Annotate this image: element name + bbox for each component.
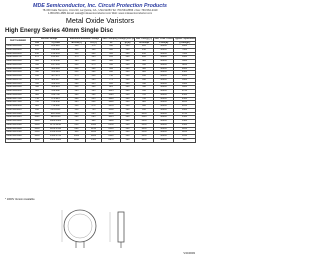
part-number-cell: MDE-40D391K (6, 71, 31, 75)
table-cell: 2640 (102, 135, 121, 139)
table-cell: 1200 (31, 120, 44, 124)
part-number-cell: MDE-40D471K (6, 78, 31, 82)
company-name: MDE Semiconductor, Inc. Circuit Protection Products (33, 3, 167, 9)
table-cell: 650 (135, 90, 154, 94)
part-number-cell: MDE-40D271K (6, 56, 31, 60)
table-cell: 40000 (154, 135, 174, 139)
table-cell: 1850 (135, 138, 154, 142)
disc-electrode (68, 214, 92, 238)
unit-header: Vdc (31, 41, 44, 45)
table-cell: 900-1100 (44, 112, 68, 116)
table-cell: 7000 (174, 52, 196, 56)
part-number-cell: MDE-40D162K (6, 135, 31, 139)
table-cell: 40000 (154, 108, 174, 112)
table-cell: 40000 (154, 120, 174, 124)
table-cell: 40000 (154, 101, 174, 105)
table-cell: 1050 (135, 112, 154, 116)
table-cell: 1170-1430 (44, 123, 68, 127)
table-cell: 1440-1760 (44, 135, 68, 139)
table-cell: 300 (121, 138, 135, 142)
table-cell: 1050 (174, 135, 196, 139)
table-cell: 340 (102, 45, 121, 49)
table-cell: 2300 (174, 97, 196, 101)
table-cell: 1260-1540 (44, 127, 68, 131)
table-cell: 40000 (154, 48, 174, 52)
header-working: Maximum Allowable Voltage (68, 38, 102, 42)
table-cell: 612-748 (44, 93, 68, 97)
table-cell: 300 (86, 67, 102, 71)
part-number-cell: MDE-40D301K (6, 60, 31, 64)
table-cell: 390 (31, 71, 44, 75)
spec-table (5, 37, 196, 143)
part-number-cell: MDE-40D241K (6, 52, 31, 56)
part-number-cell: MDE-40D331K (6, 63, 31, 67)
table-cell: 1465 (86, 138, 102, 142)
table-cell: 40000 (154, 78, 174, 82)
table-cell: 540 (135, 82, 154, 86)
table-cell: 504-616 (44, 86, 68, 90)
part-number-cell: MDE-40D221K (6, 48, 31, 52)
table-cell: 702-858 (44, 101, 68, 105)
table-cell: 300 (121, 135, 135, 139)
table-cell: 250 (86, 60, 102, 64)
table-cell: 225 (86, 56, 102, 60)
table-cell: 750 (31, 97, 44, 101)
part-number-cell: MDE-40D511K (6, 82, 31, 86)
table-cell: 5200 (174, 63, 196, 67)
table-cell: 40000 (154, 93, 174, 97)
part-number-cell: MDE-40D112K (6, 116, 31, 120)
table-cell: 350 (86, 75, 102, 79)
part-number-cell: MDE-40D182K (6, 138, 31, 142)
table-cell: 620 (31, 90, 44, 94)
unit-header: DC(V) (86, 41, 102, 45)
table-cell: 3300 (174, 82, 196, 86)
table-cell: 300 (121, 45, 135, 49)
table-cell: 380 (135, 67, 154, 71)
table-cell: 320 (86, 71, 102, 75)
header-clamping: Max Clamping Voltage (8/20 μs) (102, 38, 135, 40)
table-cell: 1900 (174, 108, 196, 112)
table-cell: 670 (86, 105, 102, 109)
table-cell: 460 (68, 97, 86, 101)
table-cell: 351-429 (44, 71, 68, 75)
table-cell: 680 (31, 93, 44, 97)
table-cell: 270-330 (44, 60, 68, 64)
table-cell: 40000 (154, 71, 174, 75)
table-cell: 1280 (86, 135, 102, 139)
table-cell: 625 (68, 112, 86, 116)
table-cell: 560 (86, 93, 102, 97)
table-cell: 40000 (154, 127, 174, 131)
table-cell: 1080-1320 (44, 120, 68, 124)
table-cell: 738-902 (44, 105, 68, 109)
table-cell: 8600 (174, 45, 196, 49)
table-cell: 40000 (154, 97, 174, 101)
table-cell: 300 (121, 97, 135, 101)
table-cell: 1500 (174, 116, 196, 120)
table-cell: 270 (31, 56, 44, 60)
table-cell: 385 (86, 78, 102, 82)
table-cell: 950 (135, 108, 154, 112)
table-cell: 300 (121, 108, 135, 112)
table-cell: 1300 (31, 123, 44, 127)
table-cell: 1120 (102, 93, 121, 97)
table-cell: 300 (121, 120, 135, 124)
table-cell: 195 (68, 60, 86, 64)
table-cell: 240 (31, 52, 44, 56)
table-cell: 387-473 (44, 75, 68, 79)
table-cell: 550 (102, 63, 121, 67)
table-cell: 40000 (154, 52, 174, 56)
table-cell: 1250 (135, 120, 154, 124)
table-cell: 300 (121, 90, 135, 94)
table-cell: 1100 (68, 138, 86, 142)
table-cell: 300 (121, 67, 135, 71)
table-cell: 40000 (154, 75, 174, 79)
table-cell: 1800 (31, 138, 44, 142)
part-number-cell: MDE-40D621K (6, 90, 31, 94)
table-cell: 1000 (68, 135, 86, 139)
table-cell: 220 (31, 48, 44, 52)
table-cell: 595 (102, 67, 121, 71)
table-cell: 1130 (86, 127, 102, 131)
table-cell: 180-220 (44, 45, 68, 49)
header-surge: Max. Peak Current (154, 38, 174, 40)
table-cell: 810 (68, 123, 86, 127)
table-cell: 40000 (154, 116, 174, 120)
table-cell: 1200 (174, 127, 196, 131)
table-cell: 1100 (31, 116, 44, 120)
table-cell: 2970 (102, 138, 121, 142)
table-cell: 300 (121, 82, 135, 86)
table-cell: 40000 (154, 67, 174, 71)
unit-header: @1kHz(pF) (174, 41, 196, 45)
table-cell: 895 (86, 116, 102, 120)
table-cell: 198-242 (44, 48, 68, 52)
table-cell: 1815 (102, 116, 121, 120)
part-number-cell: MDE-40D561K (6, 86, 31, 90)
table-cell: 4000 (174, 75, 196, 79)
table-cell: 2150 (102, 123, 121, 127)
table-cell: 40000 (154, 60, 174, 64)
table-cell: 300 (121, 127, 135, 131)
unit-header: V@1mA (44, 41, 68, 45)
table-cell: 300 (121, 60, 135, 64)
table-cell: 300 (121, 131, 135, 135)
table-cell: 420 (135, 71, 154, 75)
table-cell: 395 (102, 52, 121, 56)
table-cell: 1400 (31, 127, 44, 131)
part-number-cell: MDE-40D201K (6, 45, 31, 49)
part-number-cell: MDE-40D102K (6, 112, 31, 116)
unit-header: Ip (A) (121, 41, 135, 45)
table-cell: 130 (68, 45, 86, 49)
table-cell: 350 (135, 63, 154, 67)
table-cell: 1980 (102, 120, 121, 124)
table-cell: 510 (31, 82, 44, 86)
table-cell: 750 (68, 120, 86, 124)
disc-side-view (118, 212, 124, 242)
table-cell: 3000 (174, 86, 196, 90)
table-cell: 240 (135, 48, 154, 52)
table-cell: 350 (68, 86, 86, 90)
table-cell: 925 (102, 86, 121, 90)
table-cell: 1500 (31, 131, 44, 135)
table-cell: 1355 (102, 105, 121, 109)
footnote: * 1000V Version Available (5, 198, 35, 201)
table-cell: 175 (68, 56, 86, 60)
unit-header: 10/1000μs (135, 41, 154, 45)
letterhead (0, 3, 200, 15)
table-cell: 1025 (102, 90, 121, 94)
varistor-outline-drawing (58, 206, 148, 248)
address-line-2: 1-800-831-4881 Email: sales@mdesemiconductor.com Web: www.mdesemiconductor.com (47, 12, 153, 16)
table-cell: 320 (68, 82, 86, 86)
table-cell: 300 (121, 93, 135, 97)
table-cell: 780 (135, 97, 154, 101)
table-cell: 200 (86, 52, 102, 56)
part-number-cell: MDE-40D122K (6, 120, 31, 124)
table-cell: 485 (68, 101, 86, 105)
table-cell: 385 (68, 90, 86, 94)
part-number-cell: MDE-40D142K (6, 127, 31, 131)
table-cell: 1060 (86, 123, 102, 127)
table-cell: 2310 (102, 127, 121, 131)
table-cell: 320 (135, 60, 154, 64)
table-cell: 1100 (174, 131, 196, 135)
table-cell: 590 (135, 86, 154, 90)
table-cell: 297-363 (44, 63, 68, 67)
table-cell: 455 (102, 56, 121, 60)
table-cell: 950 (68, 131, 86, 135)
product-title: Metal Oxide Varistors (65, 16, 135, 25)
table-cell: 300 (68, 78, 86, 82)
table-cell: 300 (121, 86, 135, 90)
table-cell: 1350 (135, 123, 154, 127)
table-cell: 845 (102, 82, 121, 86)
table-cell: 560 (31, 86, 44, 90)
table-cell: 415 (86, 82, 102, 86)
table-cell: 1600 (31, 135, 44, 139)
table-cell: 558-682 (44, 90, 68, 94)
table-cell: 40000 (154, 45, 174, 49)
table-cell: 680 (68, 116, 86, 120)
table-cell: 40000 (154, 90, 174, 94)
table-cell: 1700 (174, 112, 196, 116)
table-cell: 1290 (102, 101, 121, 105)
table-cell: 40000 (154, 123, 174, 127)
table-cell: 430 (31, 75, 44, 79)
table-cell: 40000 (154, 82, 174, 86)
unit-header: Vc (102, 41, 121, 45)
table-cell: 230 (68, 67, 86, 71)
table-cell: 210 (68, 63, 86, 67)
part-number-cell: MDE-40D431K (6, 75, 31, 79)
table-cell: 1350-1650 (44, 131, 68, 135)
part-number-cell: MDE-40D911K (6, 108, 31, 112)
table-cell: 220 (135, 45, 154, 49)
table-cell: 300 (121, 48, 135, 52)
table-cell: 460 (86, 86, 102, 90)
table-cell: 275 (86, 63, 102, 67)
table-cell: 260 (135, 52, 154, 56)
unit-header: 1 time(A) (154, 41, 174, 45)
table-cell: 775 (102, 78, 121, 82)
table-cell: 300 (121, 56, 135, 60)
table-cell: 5800 (174, 60, 196, 64)
table-cell: 40000 (154, 105, 174, 109)
header-part: PART NUMBER (6, 38, 31, 45)
table-cell: 300 (121, 112, 135, 116)
disc-outline (64, 210, 96, 242)
part-number-cell: MDE-40D821K (6, 105, 31, 109)
header-varistor: Varistor Voltage (31, 38, 68, 42)
part-number-cell: MDE-40D751K (6, 97, 31, 101)
table-cell: 1620-1980 (44, 138, 68, 142)
table-cell: 200 (31, 45, 44, 49)
table-cell: 650 (102, 71, 121, 75)
table-cell: 280 (135, 56, 154, 60)
table-cell: 780 (31, 101, 44, 105)
table-cell: 360 (31, 67, 44, 71)
table-cell: 2100 (174, 105, 196, 109)
table-cell: 640 (86, 101, 102, 105)
header-energy: Max. Energy (J) (135, 38, 153, 40)
table-cell: 910 (31, 108, 44, 112)
part-number-cell: MDE-40D132K (6, 123, 31, 127)
table-cell: 423-517 (44, 78, 68, 82)
table-cell: 140 (68, 48, 86, 52)
table-cell: 2475 (102, 131, 121, 135)
table-cell: 7800 (174, 48, 196, 52)
table-cell: 4800 (174, 67, 196, 71)
table-cell: 820 (135, 101, 154, 105)
table-cell: 820 (31, 105, 44, 109)
table-cell: 505 (86, 90, 102, 94)
table-cell: 300 (121, 78, 135, 82)
table-cell: 550 (68, 108, 86, 112)
table-cell: 1650 (102, 112, 121, 116)
table-cell: 150 (68, 52, 86, 56)
table-cell: 300 (121, 116, 135, 120)
table-cell: 2200 (174, 101, 196, 105)
table-cell: 990-1210 (44, 116, 68, 120)
table-cell: 300 (121, 71, 135, 75)
table-cell: 710 (102, 75, 121, 79)
table-cell: 745 (86, 108, 102, 112)
table-cell: 4400 (174, 71, 196, 75)
table-cell: 2500 (174, 93, 196, 97)
table-cell: 1500 (102, 108, 121, 112)
table-cell: 1400 (174, 120, 196, 124)
table-cell: 300 (121, 105, 135, 109)
table-cell: 40000 (154, 138, 174, 142)
address-line-1: 78-150 Calle Tampico, Unit 210, La Quinta, CA., USA 92253 Tel: 760-564-8656 • Fax: 760-564-2419 (42, 9, 158, 12)
table-cell: 250 (68, 71, 86, 75)
table-cell: 216-264 (44, 52, 68, 56)
table-cell: 300 (121, 101, 135, 105)
table-cell: 860 (135, 105, 154, 109)
table-cell: 170 (86, 45, 102, 49)
table-cell: 40000 (154, 63, 174, 67)
table-cell: 360 (102, 48, 121, 52)
table-cell: 275 (68, 75, 86, 79)
table-cell: 300 (121, 52, 135, 56)
table-cell: 450 (135, 75, 154, 79)
table-cell: 1300 (174, 123, 196, 127)
series-title: High Energy Series 40mm Single Disc (5, 28, 114, 34)
table-cell: 180 (86, 48, 102, 52)
table-cell: 1550 (135, 131, 154, 135)
table-cell: 300 (121, 123, 135, 127)
table-cell: 2700 (174, 90, 196, 94)
table-cell: 420 (68, 93, 86, 97)
unit-header: ACrms(V) (68, 41, 86, 45)
part-number-cell: MDE-40D781K (6, 101, 31, 105)
table-cell: 980 (86, 120, 102, 124)
page-code: V3C0003 (183, 251, 195, 255)
table-cell: 1150 (135, 116, 154, 120)
table-cell: 1000 (31, 112, 44, 116)
table-cell: 3600 (174, 78, 196, 82)
table-cell: 459-561 (44, 82, 68, 86)
table-cell: 330 (31, 63, 44, 67)
table-cell: 819-1001 (44, 108, 68, 112)
header-capacitance: Typical Capacitance (174, 38, 196, 40)
table-cell: 950 (174, 138, 196, 142)
table-cell: 675-825 (44, 97, 68, 101)
table-cell: 1200 (86, 131, 102, 135)
table-cell: 300 (121, 75, 135, 79)
part-number-cell: MDE-40D361K (6, 67, 31, 71)
table-cell: 40000 (154, 86, 174, 90)
table-row (6, 138, 196, 142)
table-cell: 324-396 (44, 67, 68, 71)
table-cell: 615 (86, 97, 102, 101)
table-cell: 6500 (174, 56, 196, 60)
part-number-cell: MDE-40D681K (6, 93, 31, 97)
table-cell: 1240 (102, 97, 121, 101)
table-cell: 300 (31, 60, 44, 64)
table-cell: 880 (68, 127, 86, 131)
table-cell: 40000 (154, 56, 174, 60)
table-cell: 300 (121, 63, 135, 67)
table-cell: 243-297 (44, 56, 68, 60)
table-cell: 40000 (154, 131, 174, 135)
table-cell: 500 (102, 60, 121, 64)
table-cell: 720 (135, 93, 154, 97)
table-cell: 40000 (154, 112, 174, 116)
table-cell: 510 (68, 105, 86, 109)
table-cell: 470 (31, 78, 44, 82)
table-cell: 490 (135, 78, 154, 82)
table-cell: 1650 (135, 135, 154, 139)
table-cell: 1450 (135, 127, 154, 131)
table-cell: 825 (86, 112, 102, 116)
part-number-cell: MDE-40D152K (6, 131, 31, 135)
